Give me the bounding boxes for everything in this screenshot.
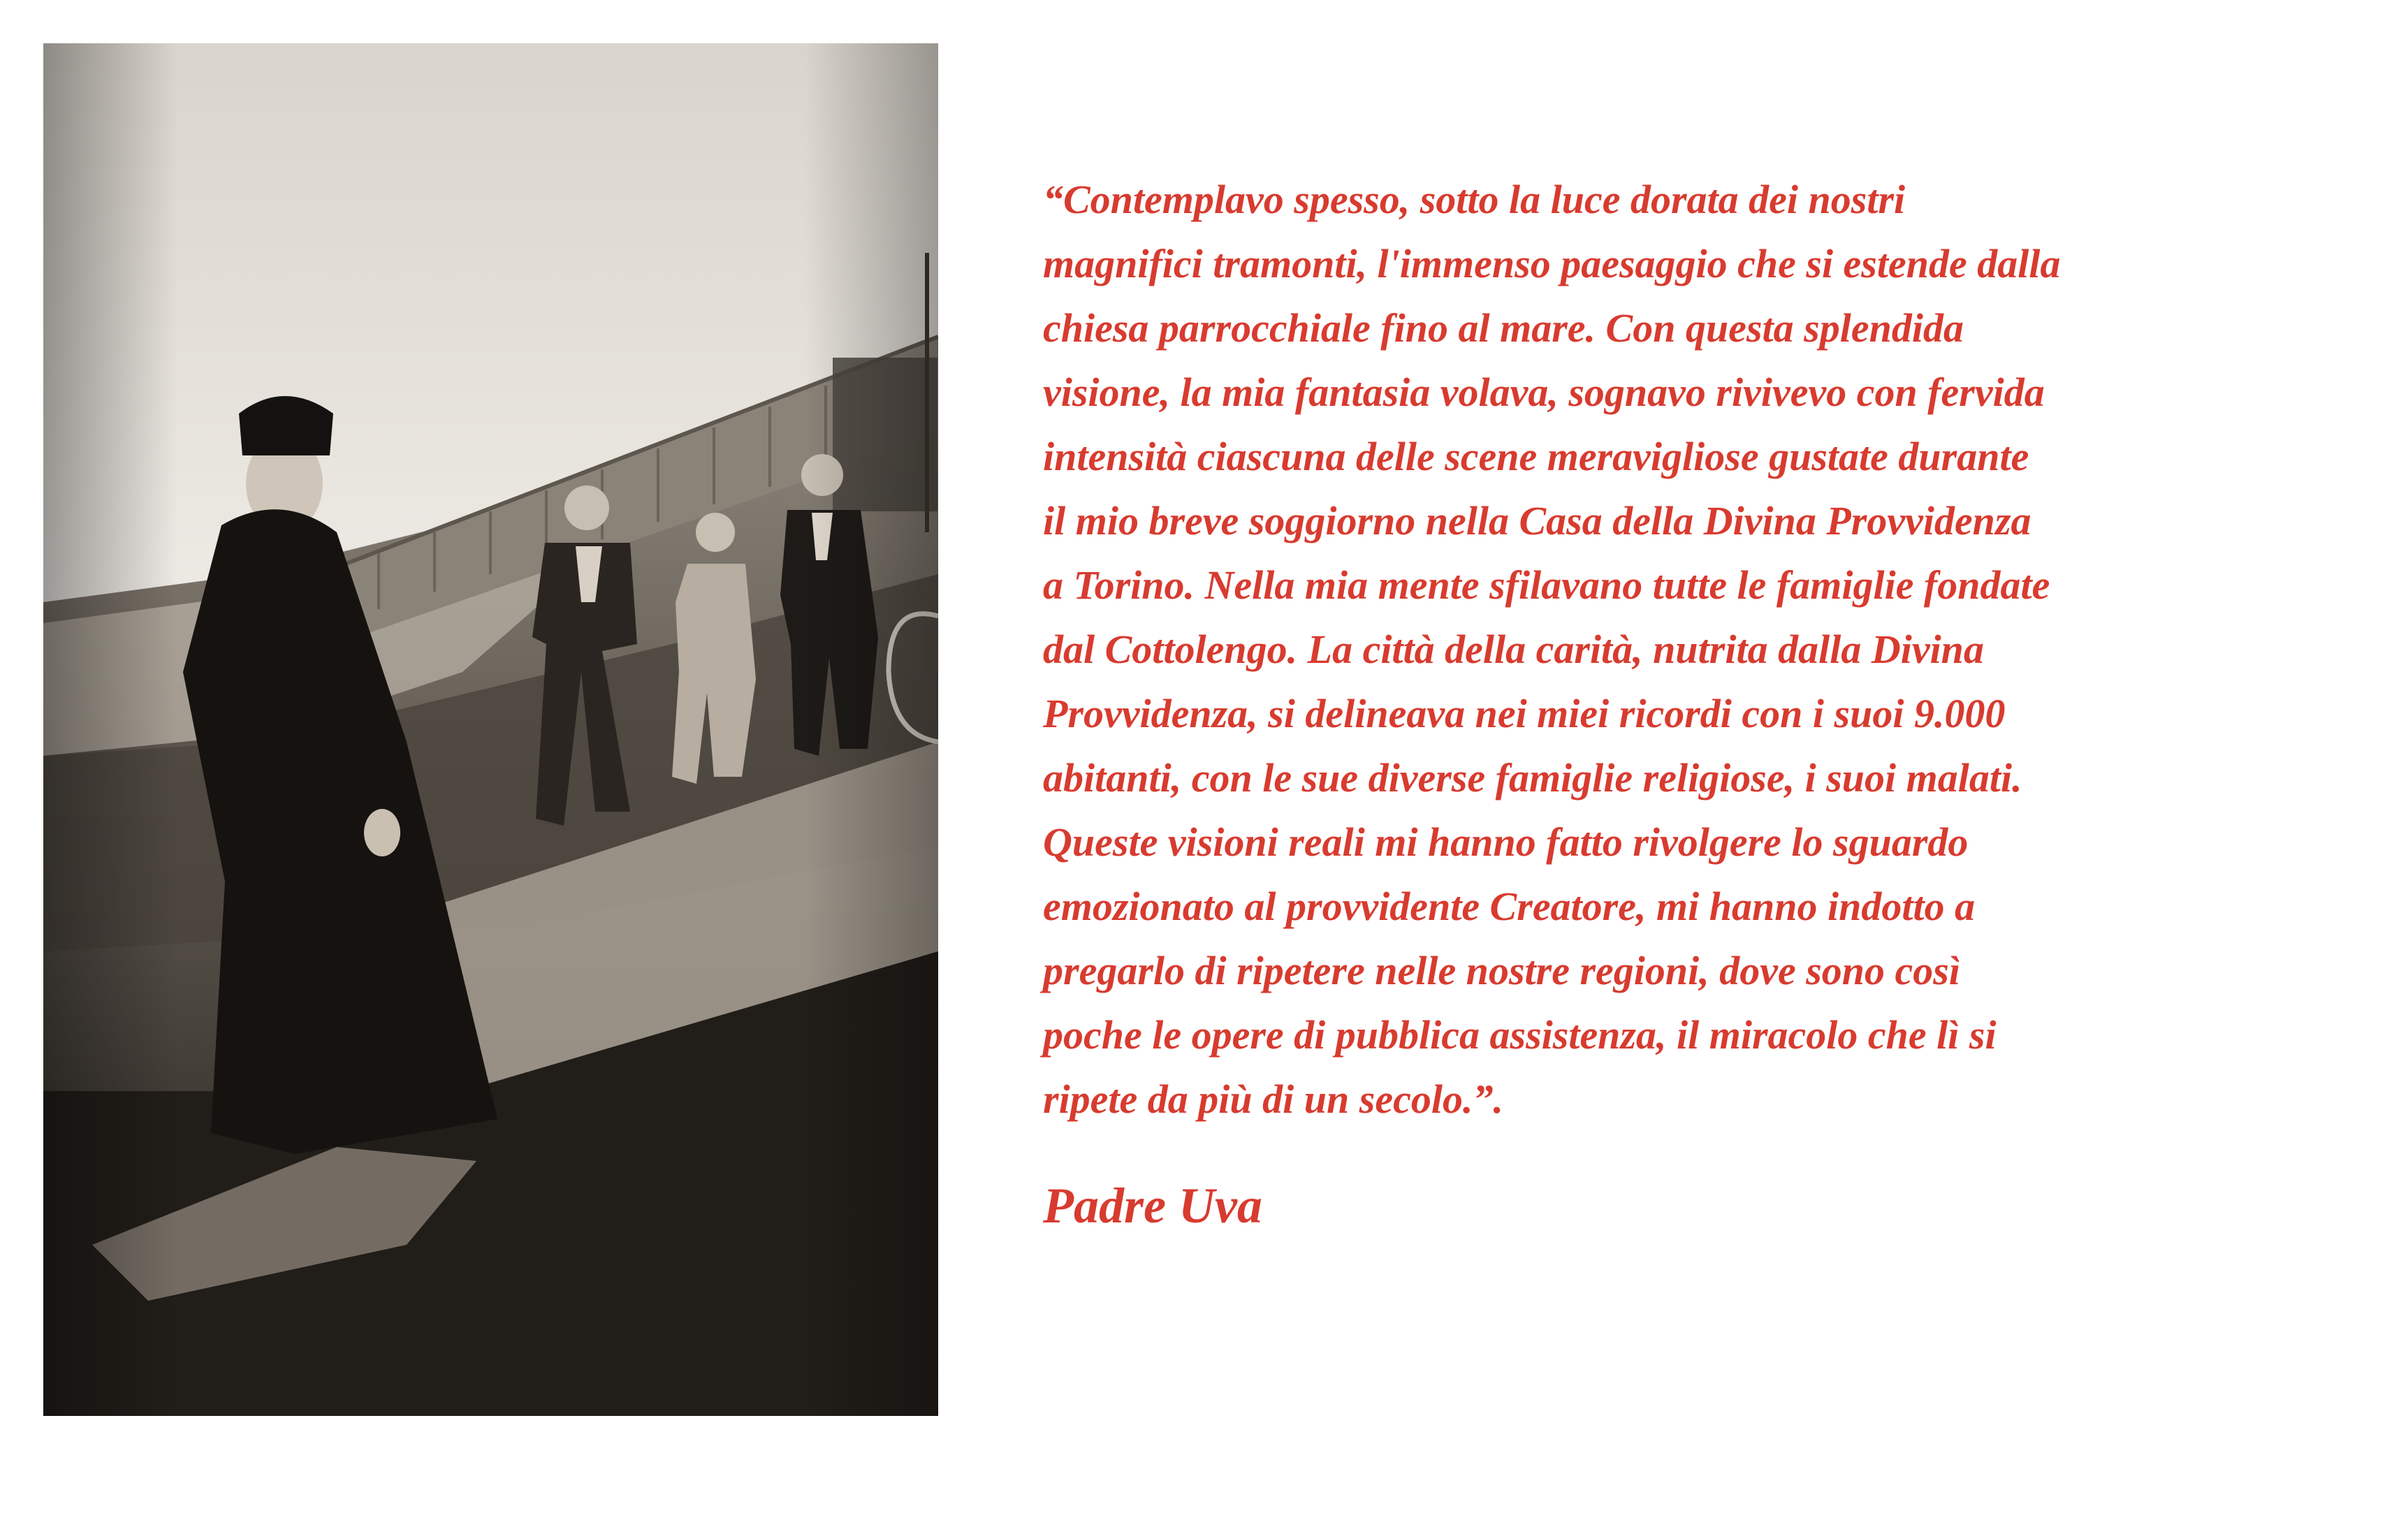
- quote-line: visione, la mia fantasia volava, sognavo rivivevo con fervida: [1043, 370, 2045, 415]
- quote-line: il mio breve soggiorno nella Casa della Divina Provvidenza: [1043, 498, 2031, 543]
- quote-line: emozionato al provvidente Creatore, mi hanno indotto a: [1043, 884, 1976, 929]
- signature: Padre Uva: [1043, 1178, 1262, 1234]
- quote-line: dal Cottolengo. La città della carità, nutrita dalla Divina: [1043, 627, 1984, 672]
- quote-line: intensità ciascuna delle scene meravigliose gustate durante: [1043, 434, 2029, 479]
- quote-line: poche le opere di pubblica assistenza, il miracolo che lì si: [1043, 1012, 1997, 1058]
- quote-line: Queste visioni reali mi hanno fatto rivolgere lo sguardo: [1043, 819, 1969, 865]
- quote-line: abitanti, con le sue diverse famiglie religiose, i suoi malati.: [1043, 755, 2022, 801]
- quote-line: ripete da più di un secolo.”.: [1043, 1076, 1503, 1122]
- quote-line: magnifici tramonti, l'immenso paesaggio che si estende dalla: [1043, 241, 2061, 286]
- quote-line: chiesa parrocchiale fino al mare. Con questa splendida: [1043, 305, 1964, 351]
- quote-block: [1043, 168, 2370, 1238]
- historic-photograph: [43, 43, 938, 1416]
- quote-line: a Torino. Nella mia mente sfilavano tutte le famiglie fondate: [1043, 562, 2050, 608]
- quote-line: “Contemplavo spesso, sotto la luce dorata dei nostri: [1043, 177, 1906, 222]
- quote-line: pregarlo di ripetere nelle nostre regioni, dove sono così: [1043, 948, 1960, 993]
- quote-line: Provvidenza, si delineava nei miei ricordi con i suoi 9.000: [1043, 691, 2006, 736]
